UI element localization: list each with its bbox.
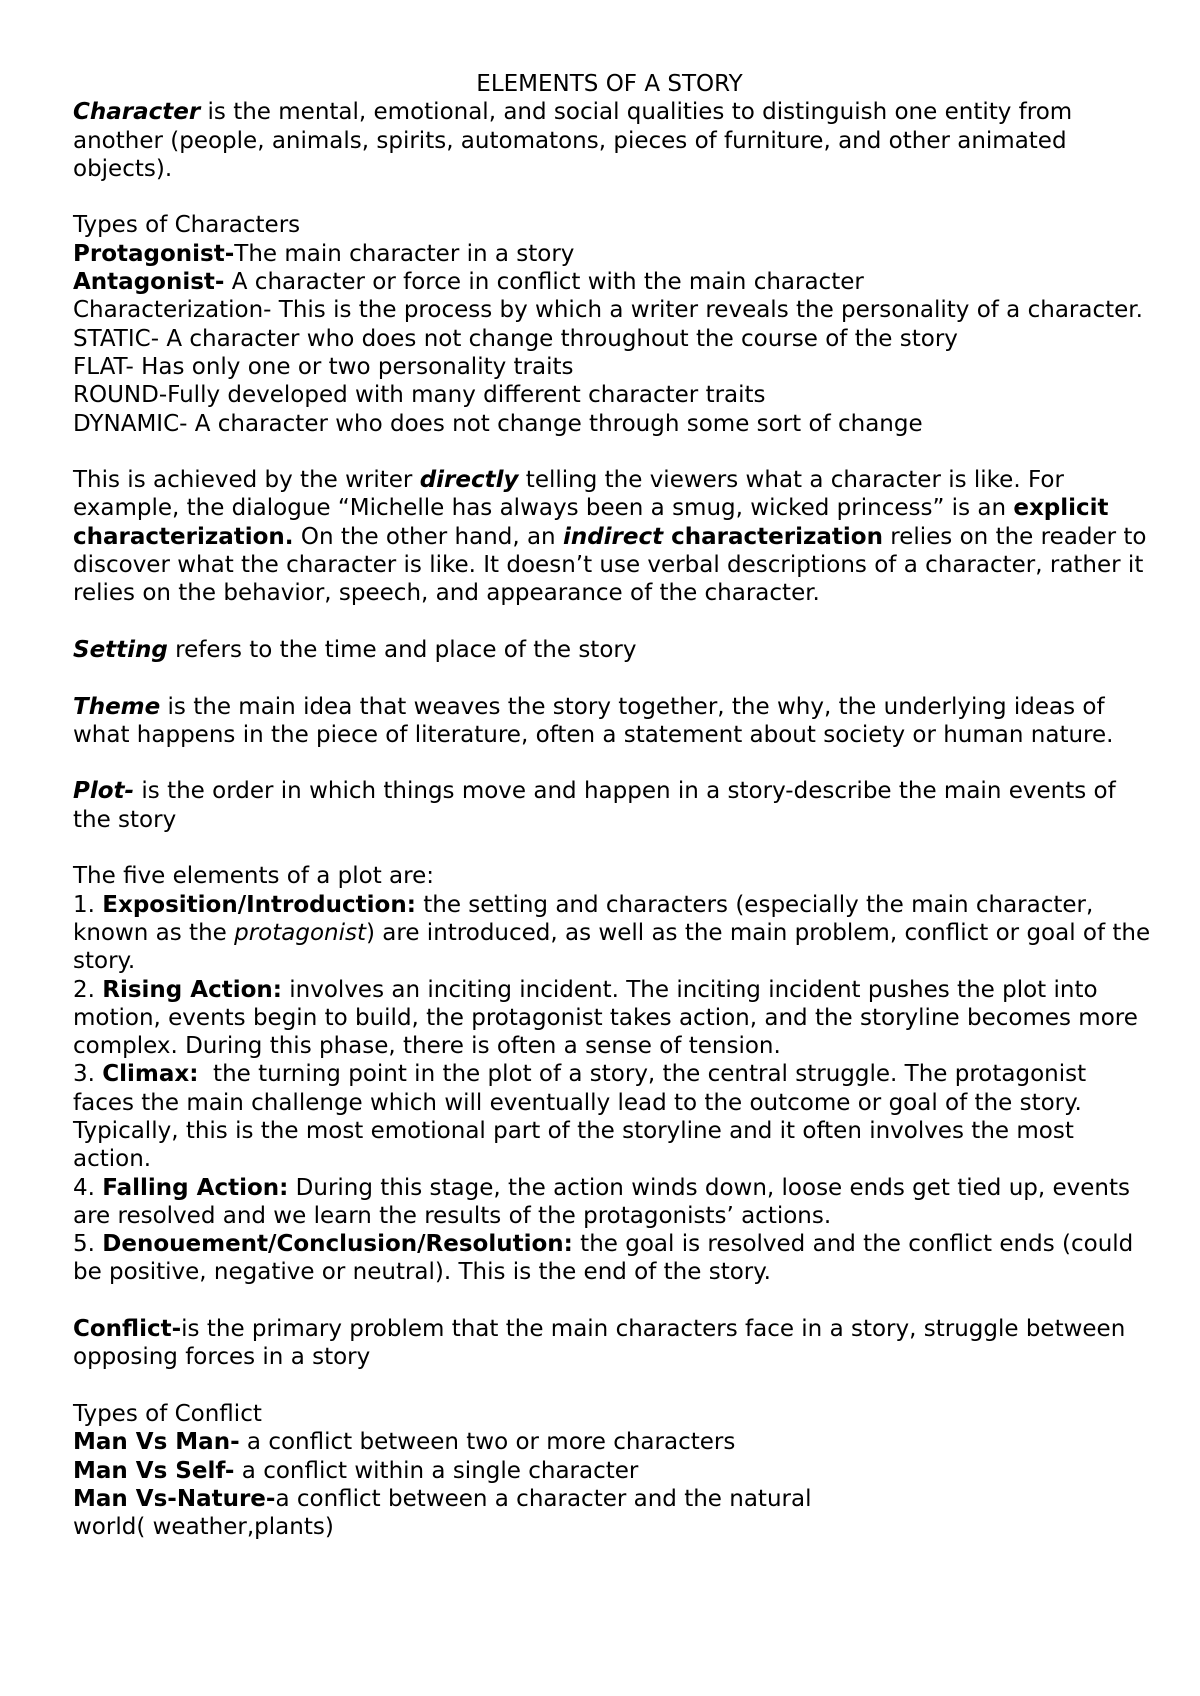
item-term: Falling Action:: [102, 1174, 289, 1201]
spacer: [73, 834, 1153, 862]
item-text: involves an inciting incident. The inciting incident pushes the plot into motion, events begin to build, the protagonist takes action, and the storyline becomes more complex. During this phase, there is often a sense of tension.: [73, 976, 1138, 1060]
item-term: Rising Action:: [102, 976, 282, 1003]
conflict-term: Conflict-: [73, 1316, 182, 1343]
man-vs-man-term: Man Vs Man-: [73, 1429, 240, 1456]
man-vs-nature-term: Man Vs-Nature-: [73, 1485, 276, 1512]
types-of-characters-heading: Types of Characters: [73, 212, 301, 239]
man-vs-man-text: a conflict between two or more characters: [239, 1429, 736, 1456]
antagonist-line: [73, 268, 1153, 296]
indirect-word: indirect: [562, 523, 664, 550]
round-line: ROUND-Fully developed with many different character traits: [73, 382, 766, 409]
item-text: the setting and characters (especially the main character, known as the: [73, 891, 1094, 946]
para-text: relies on the reader to discover what the character is like. It doesn’t use verbal descriptions of a character, rather it relies on the behavior, speech, and appearance of the character.: [73, 523, 1147, 607]
para-text: On the other hand, an: [293, 523, 563, 550]
document-title: ELEMENTS OF A STORY: [476, 71, 743, 97]
plot-element-item: [73, 976, 1153, 1061]
conflict-paragraph: [73, 1315, 1153, 1372]
static-line: STATIC- A character who does not change throughout the course of the story: [73, 325, 958, 352]
setting-paragraph: [73, 636, 1153, 664]
conflict-text: is the primary problem that the main characters face in a story, struggle between opposing forces in a story: [73, 1316, 1126, 1371]
spacer: [73, 1372, 1153, 1400]
man-vs-self-term: Man Vs Self-: [73, 1457, 235, 1484]
spacer: [73, 1287, 1153, 1315]
plot-term: Plot-: [73, 778, 135, 805]
para-text: This is achieved by the writer: [73, 467, 420, 494]
plot-element-item: [73, 891, 1153, 976]
document-body: [73, 70, 1153, 1541]
spacer: [73, 664, 1153, 692]
theme-term: Theme: [73, 693, 161, 720]
types-of-conflict-heading: Types of Conflict: [73, 1400, 262, 1427]
plot-paragraph: [73, 777, 1153, 834]
man-vs-self-text: a conflict within a single character: [234, 1457, 639, 1484]
characterization-line: Characterization- This is the process by which a writer reveals the personality of a character.: [73, 297, 1143, 324]
item-term: Climax:: [102, 1061, 199, 1088]
directly-word: directly: [419, 467, 519, 494]
flat-line: FLAT- Has only one or two personality traits: [73, 353, 574, 380]
item-number: 4.: [73, 1174, 103, 1201]
setting-term: Setting: [73, 636, 168, 663]
item-number: 3.: [73, 1061, 103, 1088]
theme-text: is the main idea that weaves the story together, the why, the underlying ideas of what happens in the piece of literature, often a statement about society or human nature.: [73, 693, 1114, 748]
item-number: 1.: [73, 891, 103, 918]
spacer: [73, 438, 1153, 466]
man-vs-man-line: [73, 1428, 1153, 1456]
plot-element-item: [73, 1060, 1153, 1173]
explicit-characterization-term: explicit characterization.: [73, 495, 1109, 550]
characterization-paragraph: [73, 466, 1153, 607]
protagonist-italic: protagonist: [234, 919, 367, 946]
dynamic-line: DYNAMIC- A character who does not change through some sort of change: [73, 410, 923, 437]
characterization-word: characterization: [663, 523, 883, 550]
plot-elements-intro: The five elements of a plot are:: [73, 863, 435, 890]
item-text: ) are introduced, as well as the main problem, conflict or goal of the story.: [73, 919, 1151, 975]
protagonist-line: [73, 240, 1153, 268]
plot-element-item: [73, 1174, 1153, 1231]
item-text: the turning point in the plot of a story, the central struggle. The protagonist faces the main challenge which will eventually lead to the outcome or goal of the story. Typically, this is the most emotional part of the storyline and it often involves the most action.: [73, 1061, 1094, 1173]
antagonist-text: A character or force in conflict with the main character: [224, 269, 864, 296]
item-term: Exposition/Introduction:: [102, 891, 416, 918]
man-vs-nature-line: [73, 1485, 873, 1542]
protagonist-text: The main character in a story: [234, 240, 575, 267]
item-text: During this stage, the action winds down, loose ends get tied up, events are resolved and we learn the results of the protagonists’ actions.: [73, 1174, 1130, 1229]
spacer: [73, 608, 1153, 636]
para-text: telling the viewers what a character is like. For example, the dialogue “Michelle has always been a smug, wicked princess” is an: [73, 467, 1064, 522]
plot-element-item: [73, 1230, 1153, 1287]
antagonist-term: Antagonist-: [73, 269, 225, 296]
theme-paragraph: [73, 693, 1153, 750]
item-number: 5.: [73, 1231, 103, 1258]
man-vs-nature-text: a conflict between a character and the natural world( weather,plants): [73, 1485, 812, 1541]
character-definition: is the mental, emotional, and social qualities to distinguish one entity from another (people, animals, spirits, automatons, pieces of furniture, and other animated objects).: [73, 99, 1073, 182]
protagonist-term: Protagonist-: [73, 240, 235, 267]
man-vs-self-line: [73, 1457, 1153, 1485]
character-term: Character: [73, 99, 201, 126]
item-number: 2.: [73, 976, 103, 1003]
character-paragraph: [73, 98, 1153, 183]
plot-text: is the order in which things move and happen in a story-describe the main events of the story: [73, 778, 1116, 833]
setting-text: refers to the time and place of the story: [167, 636, 637, 663]
spacer: [73, 749, 1153, 777]
item-term: Denouement/Conclusion/Resolution:: [102, 1231, 573, 1258]
spacer: [73, 183, 1153, 211]
item-text: the goal is resolved and the conflict ends (could be positive, negative or neutral). This is the end of the story.: [73, 1231, 1134, 1286]
